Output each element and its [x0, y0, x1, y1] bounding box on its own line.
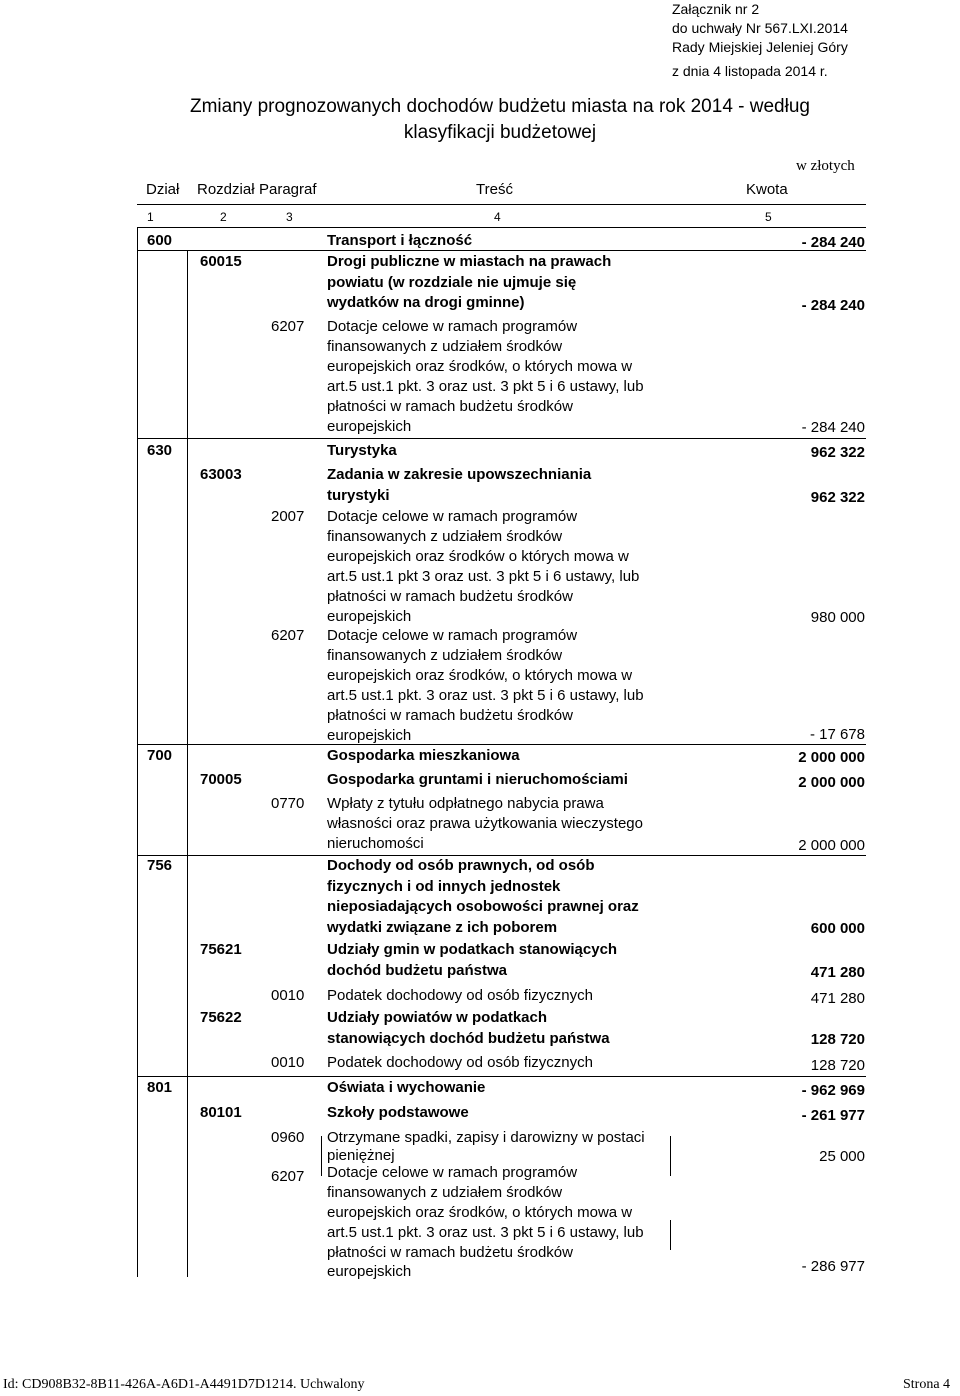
row-amount: 128 720 [810, 1031, 865, 1048]
council-name: Rady Miejskiej Jeleniej Góry [672, 39, 848, 55]
row-amount: 962 322 [810, 489, 865, 506]
row-text: Oświata i wychowanie [327, 1079, 486, 1096]
row-text-line: Dochody od osób prawnych, od osób [327, 857, 595, 874]
row-text-line: własności oraz prawa użytkowania wieczystego [327, 815, 643, 832]
title-line-1: Zmiany prognozowanych dochodów budżetu miasta na rok 2014 - według [190, 96, 810, 117]
row-text-line: art.5 ust.1 pkt. 3 oraz ust. 3 pkt 5 i 6 ustawy, lub [327, 378, 644, 395]
row-divider [137, 1076, 866, 1077]
text-border [670, 1136, 671, 1176]
row-text-line: turystyki [327, 487, 390, 504]
row-text-line: Dotacje celowe w ramach programów [327, 318, 578, 335]
paragraf-code: 2007 [271, 508, 305, 525]
numbers-divider [137, 227, 866, 228]
row-amount: 2 000 000 [798, 837, 865, 854]
dzial-code: 756 [147, 857, 173, 874]
document-id: Id: CD908B32-8B11-426A-A6D1-A4491D7D1214. Uchwalony [3, 1377, 365, 1392]
row-text-line: nieposiadających osobowości prawnej oraz [327, 898, 639, 915]
row-text-line: art.5 ust.1 pkt. 3 oraz ust. 3 pkt 5 i 6 ustawy, lub [327, 687, 644, 704]
row-text-line: europejskich oraz środków o których mowa w [327, 548, 629, 565]
row-text-line: Dotacje celowe w ramach programów [327, 627, 578, 644]
row-text-line: europejskich [327, 608, 412, 625]
col-dzial: Dział [146, 181, 180, 198]
row-text-line: finansowanych z udziałem środków [327, 1184, 563, 1201]
row-text-line: Otrzymane spadki, zapisy i darowizny w postaci [327, 1129, 645, 1146]
row-amount: - 284 240 [801, 297, 865, 314]
row-amount: 980 000 [810, 609, 865, 626]
row-amount: 600 000 [810, 920, 865, 937]
paragraf-code: 6207 [271, 318, 305, 335]
row-amount: - 284 240 [801, 234, 865, 251]
col-rozdzial: Rozdział [197, 181, 255, 198]
row-amount: - 284 240 [801, 419, 865, 436]
row-text: Gospodarka gruntami i nieruchomościami [327, 771, 628, 788]
row-text-line: Udziały powiatów w podatkach [327, 1009, 548, 1026]
page-number: Strona 4 [903, 1377, 951, 1392]
rozdzial-code: 75622 [200, 1009, 242, 1026]
row-amount: 128 720 [810, 1057, 865, 1074]
paragraf-code: 0960 [271, 1129, 305, 1146]
row-text-line: Dotacje celowe w ramach programów [327, 1164, 578, 1181]
row-amount: 2 000 000 [798, 749, 865, 766]
row-text-line: dochód budżetu państwa [327, 962, 507, 979]
row-text-line: europejskich oraz środków, o których mowa w [327, 358, 633, 375]
row-text-line: Udziały gmin w podatkach stanowiących [327, 941, 618, 958]
text-border-2 [670, 1220, 671, 1250]
rozdzial-code: 63003 [200, 466, 242, 483]
row-amount: 471 280 [810, 990, 865, 1007]
paragraf-code: 6207 [271, 627, 305, 644]
paragraf-code: 6207 [271, 1168, 305, 1185]
col-num-1: 1 [147, 210, 154, 224]
row-text: Transport i łączność [327, 232, 473, 249]
col-num-3: 3 [286, 210, 293, 224]
paragraf-code: 0010 [271, 987, 305, 1004]
currency-unit: w złotych [796, 158, 855, 174]
row-text-line: finansowanych z udziałem środków [327, 647, 563, 664]
dzial-code: 700 [147, 747, 173, 764]
row-text-line: Zadania w zakresie upowszechniania [327, 466, 592, 483]
rozdzial-code: 60015 [200, 253, 242, 270]
title-line-2: klasyfikacji budżetowej [403, 122, 597, 143]
row-text-line: europejskich [327, 727, 412, 744]
row-text: Gospodarka mieszkaniowa [327, 747, 520, 764]
row-text-line: art.5 ust.1 pkt 3 oraz ust. 3 pkt 5 i 6 ustawy, lub [327, 568, 640, 585]
col-num-2: 2 [220, 210, 227, 224]
row-text: Szkoły podstawowe [327, 1104, 469, 1121]
row-text-line: europejskich [327, 1263, 412, 1280]
row-text-line: płatności w ramach budżetu środków [327, 707, 573, 724]
row-text-line: stanowiących dochód budżetu państwa [327, 1030, 610, 1047]
row-text-line: finansowanych z udziałem środków [327, 528, 563, 545]
paragraf-code: 0010 [271, 1054, 305, 1071]
row-text-line: Drogi publiczne w miastach na prawach [327, 253, 612, 270]
col-num-5: 5 [765, 210, 772, 224]
row-text-line: art.5 ust.1 pkt. 3 oraz ust. 3 pkt 5 i 6 ustawy, lub [327, 1224, 644, 1241]
col-num-4: 4 [494, 210, 501, 224]
row-text-line: finansowanych z udziałem środków [327, 338, 563, 355]
dzial-code: 600 [147, 232, 173, 249]
dzial-code: 801 [147, 1079, 173, 1096]
paragraf-code: 0770 [271, 795, 305, 812]
row-amount: 962 322 [810, 444, 865, 461]
row-divider [137, 250, 866, 251]
paragraf-border [321, 1136, 322, 1176]
row-text-line: płatności w ramach budżetu środków [327, 1244, 573, 1261]
rozdzial-code: 75621 [200, 941, 242, 958]
rozdzial-border [187, 250, 188, 1277]
row-text-line: powiatu (w rozdziale nie ujmuje się [327, 274, 577, 291]
row-amount: - 17 678 [809, 726, 865, 743]
row-text: Podatek dochodowy od osób fizycznych [327, 987, 593, 1004]
row-text-line: płatności w ramach budżetu środków [327, 588, 573, 605]
row-amount: - 962 969 [801, 1082, 865, 1099]
resolution-date: z dnia 4 listopada 2014 r. [672, 63, 828, 79]
row-text: Podatek dochodowy od osób fizycznych [327, 1054, 593, 1071]
row-amount: 25 000 [819, 1148, 865, 1165]
row-text-line: pieniężnej [327, 1147, 395, 1164]
row-text-line: nieruchomości [327, 835, 424, 852]
attachment-number: Załącznik nr 2 [672, 1, 760, 17]
row-text-line: płatności w ramach budżetu środków [327, 398, 573, 415]
rozdzial-code: 70005 [200, 771, 242, 788]
row-text-line: europejskich oraz środków, o których mowa w [327, 667, 633, 684]
row-text-line: Dotacje celowe w ramach programów [327, 508, 578, 525]
header-divider [137, 204, 866, 205]
row-text: Turystyka [327, 442, 397, 459]
row-text-line: wydatków na drogi gminne) [327, 294, 525, 311]
left-border [137, 227, 138, 1277]
page-title [0, 94, 960, 146]
row-amount: - 261 977 [801, 1107, 865, 1124]
resolution-number: do uchwały Nr 567.LXI.2014 [672, 20, 848, 36]
row-text-line: europejskich [327, 418, 412, 435]
row-amount: - 286 977 [801, 1258, 865, 1275]
col-kwota: Kwota [746, 181, 788, 198]
row-amount: 2 000 000 [798, 774, 865, 791]
row-divider [137, 744, 866, 745]
dzial-code: 630 [147, 442, 173, 459]
col-paragraf: Paragraf [259, 181, 317, 198]
row-amount: 471 280 [810, 964, 865, 981]
row-text-line: fizycznych i od innych jednostek [327, 878, 561, 895]
row-text-line: Wpłaty z tytułu odpłatnego nabycia prawa [327, 795, 604, 812]
rozdzial-code: 80101 [200, 1104, 242, 1121]
row-text-line: wydatki związane z ich poborem [327, 919, 558, 936]
row-divider [137, 438, 866, 439]
col-tresc: Treść [476, 181, 513, 198]
row-text-line: europejskich oraz środków, o których mowa w [327, 1204, 633, 1221]
